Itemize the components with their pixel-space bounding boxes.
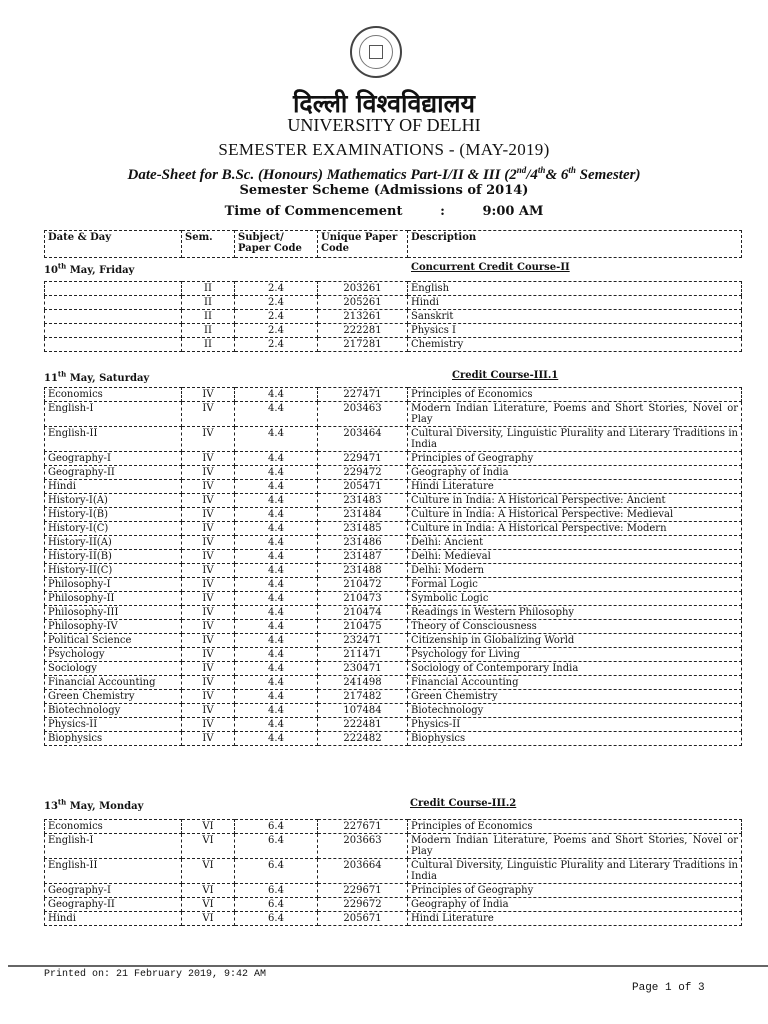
paper-code-cell: 4.4 bbox=[235, 662, 318, 676]
description-cell: Sanskrit bbox=[408, 310, 742, 324]
description-cell: Biotechnology bbox=[408, 704, 742, 718]
seal-inner-ring bbox=[359, 35, 393, 69]
section-day bbox=[44, 262, 135, 277]
unique-code-cell: 217281 bbox=[318, 338, 408, 352]
paper-code-cell: 6.4 bbox=[235, 820, 318, 834]
subject-cell: Psychology bbox=[45, 648, 182, 662]
table-row bbox=[45, 820, 742, 834]
unique-code-cell: 230471 bbox=[318, 662, 408, 676]
header-sem: Sem. bbox=[182, 231, 235, 258]
unique-code-cell: 231485 bbox=[318, 522, 408, 536]
subject-cell: Geography-II bbox=[45, 466, 182, 480]
unique-code-cell: 203261 bbox=[318, 282, 408, 296]
table-row bbox=[45, 494, 742, 508]
sem-cell: IV bbox=[182, 634, 235, 648]
unique-code-cell: 222281 bbox=[318, 324, 408, 338]
subject-cell: History-I(C) bbox=[45, 522, 182, 536]
description-cell: English bbox=[408, 282, 742, 296]
paper-code-cell: 2.4 bbox=[235, 296, 318, 310]
sem-cell: IV bbox=[182, 592, 235, 606]
section-day bbox=[44, 798, 144, 813]
unique-code-cell: 222481 bbox=[318, 718, 408, 732]
subject-cell: Financial Accounting bbox=[45, 676, 182, 690]
description-cell: Principles of Geography bbox=[408, 452, 742, 466]
time-label: Time of Commencement bbox=[224, 204, 403, 219]
datesheet-sep1: /4 bbox=[526, 167, 538, 183]
day-text: May, Friday bbox=[66, 265, 135, 277]
subject-cell: Physics-II bbox=[45, 718, 182, 732]
day-suffix: th bbox=[57, 798, 67, 807]
sem-cell: IV bbox=[182, 606, 235, 620]
exam-table bbox=[44, 281, 742, 352]
unique-code-cell: 231483 bbox=[318, 494, 408, 508]
paper-code-cell: 4.4 bbox=[235, 620, 318, 634]
paper-code-cell: 4.4 bbox=[235, 676, 318, 690]
sem-cell: VI bbox=[182, 859, 235, 884]
section-day bbox=[44, 370, 150, 385]
unique-code-cell: 210475 bbox=[318, 620, 408, 634]
unique-code-cell: 211471 bbox=[318, 648, 408, 662]
subject-cell: Economics bbox=[45, 820, 182, 834]
subject-cell: Philosophy-I bbox=[45, 578, 182, 592]
day-number: 10 bbox=[44, 265, 58, 277]
sem-cell: IV bbox=[182, 508, 235, 522]
unique-code-cell: 231487 bbox=[318, 550, 408, 564]
sem-cell: IV bbox=[182, 402, 235, 427]
sem-cell: IV bbox=[182, 578, 235, 592]
section-heading bbox=[44, 370, 741, 384]
paper-code-cell: 4.4 bbox=[235, 690, 318, 704]
table-row bbox=[45, 898, 742, 912]
sem-cell: VI bbox=[182, 820, 235, 834]
table-row bbox=[45, 634, 742, 648]
time-of-commencement bbox=[0, 204, 768, 219]
sem-cell: IV bbox=[182, 564, 235, 578]
datesheet-prefix: Date-Sheet for B.Sc. (Honours) Mathematics Part-I/II & III (2 bbox=[127, 167, 517, 183]
paper-code-cell: 4.4 bbox=[235, 522, 318, 536]
printed-on: Printed on: 21 February 2019, 9:42 AM bbox=[44, 969, 267, 980]
section-course: Credit Course-III.2 bbox=[410, 798, 517, 809]
sem-cell: IV bbox=[182, 452, 235, 466]
table-row bbox=[45, 718, 742, 732]
sem-cell: IV bbox=[182, 427, 235, 452]
subject-cell: English-II bbox=[45, 427, 182, 452]
subject-cell: History-II(A) bbox=[45, 536, 182, 550]
paper-code-cell: 4.4 bbox=[235, 508, 318, 522]
subject-cell: Biophysics bbox=[45, 732, 182, 746]
description-cell: Physics I bbox=[408, 324, 742, 338]
description-cell: Hindi Literature bbox=[408, 912, 742, 926]
table-row bbox=[45, 834, 742, 859]
time-colon: : bbox=[440, 204, 445, 219]
subject-cell: Economics bbox=[45, 388, 182, 402]
table-row bbox=[45, 508, 742, 522]
paper-code-cell: 4.4 bbox=[235, 732, 318, 746]
hindi-title: दिल्ली विश्वविद्यालय bbox=[292, 89, 476, 118]
day-suffix: th bbox=[57, 262, 67, 271]
exam-title: SEMESTER EXAMINATIONS - (MAY-2019) bbox=[218, 140, 550, 159]
day-text: May, Monday bbox=[66, 801, 144, 813]
paper-code-cell: 4.4 bbox=[235, 564, 318, 578]
subject-cell: Geography-I bbox=[45, 452, 182, 466]
unique-code-cell: 217482 bbox=[318, 690, 408, 704]
unique-code-cell: 213261 bbox=[318, 310, 408, 324]
sup-th2: th bbox=[568, 165, 576, 175]
description-cell: Delhi: Ancient bbox=[408, 536, 742, 550]
table-row bbox=[45, 606, 742, 620]
description-cell: Culture in India: A Historical Perspective: Modern bbox=[408, 522, 742, 536]
unique-code-cell: 229472 bbox=[318, 466, 408, 480]
unique-code-cell: 241498 bbox=[318, 676, 408, 690]
footer-divider bbox=[8, 965, 768, 967]
table-row bbox=[45, 662, 742, 676]
sup-th1: th bbox=[537, 165, 546, 175]
table-row bbox=[45, 282, 742, 296]
paper-code-cell: 4.4 bbox=[235, 427, 318, 452]
unique-code-cell: 229672 bbox=[318, 898, 408, 912]
unique-code-cell: 222482 bbox=[318, 732, 408, 746]
day-suffix: th bbox=[57, 370, 67, 379]
unique-code-cell: 231484 bbox=[318, 508, 408, 522]
description-cell: Sociology of Contemporary India bbox=[408, 662, 742, 676]
description-cell: Citizenship in Globalizing World bbox=[408, 634, 742, 648]
description-cell: Green Chemistry bbox=[408, 690, 742, 704]
exam-table bbox=[44, 387, 742, 746]
datesheet-title bbox=[0, 165, 768, 184]
paper-code-cell: 6.4 bbox=[235, 898, 318, 912]
description-cell: Modern Indian Literature, Poems and Short Stories, Novel or Play bbox=[408, 402, 742, 427]
description-cell: Hindi bbox=[408, 296, 742, 310]
subject-cell: Biotechnology bbox=[45, 704, 182, 718]
subject-cell: History-II(B) bbox=[45, 550, 182, 564]
header-subject-code: Subject/ Paper Code bbox=[235, 231, 318, 258]
university-seal-logo bbox=[350, 26, 402, 78]
table-row bbox=[45, 578, 742, 592]
paper-code-cell: 4.4 bbox=[235, 592, 318, 606]
unique-code-cell: 203663 bbox=[318, 834, 408, 859]
seal-emblem bbox=[369, 45, 383, 59]
paper-code-cell: 4.4 bbox=[235, 452, 318, 466]
description-cell: Geography of India bbox=[408, 898, 742, 912]
unique-code-cell: 107484 bbox=[318, 704, 408, 718]
sem-cell: IV bbox=[182, 704, 235, 718]
table-row bbox=[45, 522, 742, 536]
table-row bbox=[45, 480, 742, 494]
description-cell: Cultural Diversity, Linguistic Plurality and Literary Traditions in India bbox=[408, 427, 742, 452]
paper-code-cell: 2.4 bbox=[235, 310, 318, 324]
subject-cell: History-II(C) bbox=[45, 564, 182, 578]
description-cell: Symbolic Logic bbox=[408, 592, 742, 606]
subject-cell bbox=[45, 338, 182, 352]
sem-cell: IV bbox=[182, 522, 235, 536]
subject-cell: English-I bbox=[45, 834, 182, 859]
table-row bbox=[45, 536, 742, 550]
description-cell: Chemistry bbox=[408, 338, 742, 352]
table-row bbox=[45, 310, 742, 324]
paper-code-cell: 4.4 bbox=[235, 578, 318, 592]
day-number: 11 bbox=[44, 373, 58, 385]
sem-cell: IV bbox=[182, 480, 235, 494]
subject-cell: English-II bbox=[45, 859, 182, 884]
table-row bbox=[45, 912, 742, 926]
unique-code-cell: 205261 bbox=[318, 296, 408, 310]
unique-code-cell: 231488 bbox=[318, 564, 408, 578]
unique-code-cell: 227471 bbox=[318, 388, 408, 402]
table-row bbox=[45, 296, 742, 310]
unique-code-cell: 229671 bbox=[318, 884, 408, 898]
paper-code-cell: 4.4 bbox=[235, 536, 318, 550]
sem-cell: VI bbox=[182, 884, 235, 898]
description-cell: Formal Logic bbox=[408, 578, 742, 592]
paper-code-cell: 4.4 bbox=[235, 704, 318, 718]
sup-nd: nd bbox=[516, 165, 527, 175]
table-row bbox=[45, 592, 742, 606]
subject-cell: Political Science bbox=[45, 634, 182, 648]
unique-code-cell: 210472 bbox=[318, 578, 408, 592]
paper-code-cell: 4.4 bbox=[235, 480, 318, 494]
description-cell: Delhi: Medieval bbox=[408, 550, 742, 564]
sem-cell: IV bbox=[182, 536, 235, 550]
description-cell: Delhi: Modern bbox=[408, 564, 742, 578]
datesheet-sep2: & 6 bbox=[545, 167, 569, 183]
sem-cell: IV bbox=[182, 676, 235, 690]
table-row bbox=[45, 732, 742, 746]
description-cell: Cultural Diversity, Linguistic Plurality and Literary Traditions in India bbox=[408, 859, 742, 884]
description-cell: Readings in Western Philosophy bbox=[408, 606, 742, 620]
unique-code-cell: 210474 bbox=[318, 606, 408, 620]
subject-cell: English-I bbox=[45, 402, 182, 427]
sem-cell: IV bbox=[182, 648, 235, 662]
subject-cell: Geography-I bbox=[45, 884, 182, 898]
paper-code-cell: 4.4 bbox=[235, 648, 318, 662]
sem-cell: IV bbox=[182, 662, 235, 676]
paper-code-cell: 4.4 bbox=[235, 402, 318, 427]
column-header-table bbox=[44, 230, 742, 258]
paper-code-cell: 4.4 bbox=[235, 718, 318, 732]
paper-code-cell: 4.4 bbox=[235, 466, 318, 480]
description-cell: Culture in India: A Historical Perspective: Ancient bbox=[408, 494, 742, 508]
table-row bbox=[45, 466, 742, 480]
subject-cell: Philosophy-II bbox=[45, 592, 182, 606]
unique-code-cell: 203664 bbox=[318, 859, 408, 884]
description-cell: Geography of India bbox=[408, 466, 742, 480]
table-row bbox=[45, 690, 742, 704]
paper-code-cell: 4.4 bbox=[235, 634, 318, 648]
sem-cell: VI bbox=[182, 912, 235, 926]
unique-code-cell: 205671 bbox=[318, 912, 408, 926]
unique-code-cell: 203464 bbox=[318, 427, 408, 452]
paper-code-cell: 4.4 bbox=[235, 388, 318, 402]
semester-scheme: Semester Scheme (Admissions of 2014) bbox=[239, 183, 529, 198]
header-unique-code: Unique Paper Code bbox=[318, 231, 408, 258]
subject-cell bbox=[45, 310, 182, 324]
day-number: 13 bbox=[44, 801, 58, 813]
paper-code-cell: 4.4 bbox=[235, 550, 318, 564]
subject-cell bbox=[45, 282, 182, 296]
paper-code-cell: 6.4 bbox=[235, 834, 318, 859]
section-heading bbox=[44, 262, 741, 276]
subject-cell: Sociology bbox=[45, 662, 182, 676]
header-date-day: Date & Day bbox=[45, 231, 182, 258]
table-row bbox=[45, 452, 742, 466]
paper-code-cell: 6.4 bbox=[235, 912, 318, 926]
description-cell: Psychology for Living bbox=[408, 648, 742, 662]
paper-code-cell: 6.4 bbox=[235, 859, 318, 884]
unique-code-cell: 203463 bbox=[318, 402, 408, 427]
paper-code-cell: 2.4 bbox=[235, 338, 318, 352]
unique-code-cell: 205471 bbox=[318, 480, 408, 494]
description-cell: Physics-II bbox=[408, 718, 742, 732]
sem-cell: IV bbox=[182, 620, 235, 634]
unique-code-cell: 227671 bbox=[318, 820, 408, 834]
sem-cell: VI bbox=[182, 898, 235, 912]
subject-cell: Philosophy-III bbox=[45, 606, 182, 620]
table-row bbox=[45, 388, 742, 402]
table-row bbox=[45, 402, 742, 427]
paper-code-cell: 2.4 bbox=[235, 324, 318, 338]
sem-cell: IV bbox=[182, 690, 235, 704]
table-row bbox=[45, 550, 742, 564]
table-row bbox=[45, 620, 742, 634]
sem-cell: IV bbox=[182, 494, 235, 508]
table-row bbox=[45, 704, 742, 718]
unique-code-cell: 231486 bbox=[318, 536, 408, 550]
subject-cell: History-I(A) bbox=[45, 494, 182, 508]
subject-cell: History-I(B) bbox=[45, 508, 182, 522]
sem-cell: IV bbox=[182, 732, 235, 746]
unique-code-cell: 229471 bbox=[318, 452, 408, 466]
sem-cell: IV bbox=[182, 466, 235, 480]
section-course: Concurrent Credit Course-II bbox=[411, 262, 570, 273]
unique-code-cell: 210473 bbox=[318, 592, 408, 606]
page-number: Page 1 of 3 bbox=[632, 982, 705, 994]
description-cell: Financial Accounting bbox=[408, 676, 742, 690]
table-row bbox=[45, 676, 742, 690]
description-cell: Modern Indian Literature, Poems and Short Stories, Novel or Play bbox=[408, 834, 742, 859]
table-row bbox=[45, 338, 742, 352]
header-description: Description bbox=[408, 231, 742, 258]
section-heading bbox=[44, 798, 741, 812]
subject-cell bbox=[45, 296, 182, 310]
sem-cell: IV bbox=[182, 388, 235, 402]
day-text: May, Saturday bbox=[66, 373, 150, 385]
paper-code-cell: 6.4 bbox=[235, 884, 318, 898]
description-cell: Principles of Geography bbox=[408, 884, 742, 898]
subject-cell bbox=[45, 324, 182, 338]
section-course: Credit Course-III.1 bbox=[452, 370, 559, 381]
table-row bbox=[45, 324, 742, 338]
description-cell: Hindi Literature bbox=[408, 480, 742, 494]
subject-cell: Hindi bbox=[45, 912, 182, 926]
table-row bbox=[45, 427, 742, 452]
table-row bbox=[45, 884, 742, 898]
description-cell: Biophysics bbox=[408, 732, 742, 746]
sem-cell: II bbox=[182, 282, 235, 296]
table-row bbox=[45, 564, 742, 578]
sem-cell: IV bbox=[182, 550, 235, 564]
column-header-row bbox=[45, 231, 742, 258]
sem-cell: VI bbox=[182, 834, 235, 859]
sem-cell: II bbox=[182, 338, 235, 352]
subject-cell: Geography-II bbox=[45, 898, 182, 912]
university-name: UNIVERSITY OF DELHI bbox=[287, 115, 481, 135]
table-row bbox=[45, 648, 742, 662]
sem-cell: IV bbox=[182, 718, 235, 732]
time-value: 9:00 AM bbox=[482, 204, 544, 219]
unique-code-cell: 232471 bbox=[318, 634, 408, 648]
description-cell: Culture in India: A Historical Perspective: Medieval bbox=[408, 508, 742, 522]
description-cell: Theory of Consciousness bbox=[408, 620, 742, 634]
subject-cell: Hindi bbox=[45, 480, 182, 494]
description-cell: Principles of Economics bbox=[408, 820, 742, 834]
exam-table bbox=[44, 819, 742, 926]
paper-code-cell: 4.4 bbox=[235, 494, 318, 508]
table-row bbox=[45, 859, 742, 884]
datesheet-suffix: Semester) bbox=[575, 167, 641, 183]
paper-code-cell: 2.4 bbox=[235, 282, 318, 296]
sem-cell: II bbox=[182, 310, 235, 324]
paper-code-cell: 4.4 bbox=[235, 606, 318, 620]
subject-cell: Philosophy-IV bbox=[45, 620, 182, 634]
sem-cell: II bbox=[182, 296, 235, 310]
description-cell: Principles of Economics bbox=[408, 388, 742, 402]
sem-cell: II bbox=[182, 324, 235, 338]
subject-cell: Green Chemistry bbox=[45, 690, 182, 704]
